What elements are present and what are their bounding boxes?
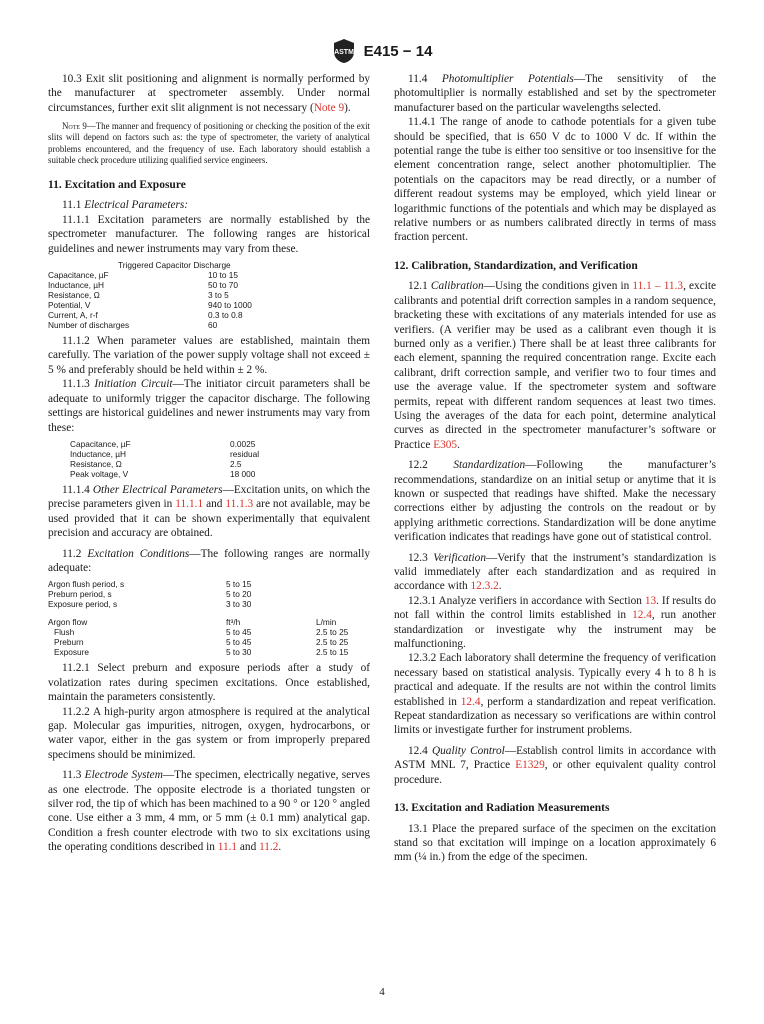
- paragraph-10-3: 10.3 Exit slit positioning and alignment is normally performed by the manufacturer at spectrometer assembly. Under normal circumstances, further exit slit alignment is not necessary (Note 9).: [48, 73, 370, 114]
- ref-12-4-link[interactable]: 12.4: [632, 609, 652, 622]
- left-column: [48, 72, 370, 855]
- ref-13-link[interactable]: 13: [644, 594, 657, 607]
- paragraph-12-4: 12.4 Quality Control—Establish control limits in accordance with ASTM MNL 7, Practice E1329, or other equivalent quality control procedure.: [394, 744, 716, 786]
- argon-flow-table: [48, 617, 370, 657]
- table-row: Flush 5 to 45 2.5 to 25: [54, 627, 349, 638]
- table-row: Inductance, µH residual: [70, 448, 260, 459]
- period-table: [48, 579, 370, 609]
- table-row: Preburn 5 to 45 2.5 to 25: [54, 637, 349, 648]
- ref-12-3-2-link[interactable]: 12.3.2: [470, 580, 499, 593]
- table-row: Resistance, Ω 3 to 5: [48, 290, 229, 301]
- table-row: Current, A, r-f 0.3 to 0.8: [48, 310, 243, 321]
- ref-11-1-3-link[interactable]: 11.1.3: [225, 498, 254, 511]
- paragraph-11-1: 11.1 Electrical Parameters:: [62, 199, 189, 212]
- section-11-heading: 11. Excitation and Exposure: [48, 179, 186, 192]
- note-9: Note 9—The manner and frequency of positioning or checking the position of the exit slits will depend on factors such as: the type of spectrometer, the variety of analytical problems encountered, and the frequency of use. Each laboratory should establish a suitable check procedure utilizing qualified service engineers.: [48, 121, 371, 165]
- ref-12-4-link[interactable]: 12.4: [460, 695, 481, 708]
- paragraph-11-3: 11.3 Electrode System—The specimen, electrically negative, serves as one electrode. The opposite electrode is a thoriated tungsten or silver rod, the tip of which has been machined to a 90 ° or 120 ° angled cone. Use either a 3 mm, 4 mm, or 5 mm (± 0.1 mm) analytical gap. Condition a fresh counter electrode with two to six excitations using the operating conditions described in 11.1 and 11.2.: [48, 769, 370, 854]
- ref-e1329-link[interactable]: E1329: [515, 759, 545, 772]
- paragraph-12-3-1: 12.3.1 Analyze verifiers in accordance with Section 13. If results do not fall within the control limits established in 12.4, run another standardization or investigate why the instrument may be malfunctioning.: [394, 594, 716, 651]
- paragraph-11-1-4: 11.1.4 Other Electrical Parameters—Excitation units, on which the precise parameters given in 11.1.1 and 11.1.3 are not available, may be used provided that it can be shown experimentally that equivalent precision and accuracy are obtained.: [48, 483, 370, 540]
- page-number: 4: [379, 986, 385, 998]
- paragraph-13-1: 13.1 Place the prepared surface of the specimen on the excitation stand so that excitation will impinge on a location approximately 6 mm (¼ in.) from the edge of the specimen.: [394, 822, 716, 864]
- table-row: Inductance, µH 50 to 70: [48, 280, 238, 291]
- paragraph-11-1-3: 11.1.3 Initiation Circuit—The initiator circuit parameters shall be adequate to uniformly trigger the capacitor discharge. The following settings are historical guidelines and newer instruments may vary from these:: [48, 378, 370, 434]
- page-header: [0, 38, 764, 64]
- capacitor-discharge-table: [48, 260, 370, 330]
- table-row: Capacitance, µF 0.0025: [70, 438, 256, 449]
- ref-11-1-1-link[interactable]: 11.1.1: [175, 498, 204, 511]
- paragraph-12-3-2: 12.3.2 Each laboratory shall determine the frequency of verification necessary based on statistical analysis. Typically every 4 h to 8 h is practical and adequate. If the results are not within the control limits established in 12.4, perform a standardization and repeat verification. Repeat standardization as necessary so verifications are within control limits or investigate further for instrument problems.: [394, 652, 716, 737]
- table-row: Potential, V 940 to 1000: [48, 300, 252, 311]
- table-row: Number of discharges 60: [48, 320, 218, 331]
- table-header-row: Argon flow ft³/h L/min: [48, 617, 337, 628]
- table-row: Resistance, Ω 2.5: [70, 458, 242, 469]
- paragraph-11-4-1: 11.4.1 The range of anode to cathode potentials for a given tube should be specified, that is 650 V dc to 1000 V dc. If within the potential range the tube is either too sensitive or too insensitive for the element concentration range, select another photomultiplier. The potentials on the capacitors may be read directly, or a number of different readout systems may be employed, which yield linear or logarithmic functions of the potentials and which may be displayed as relative numbers or as numbers calibrated directly in terms of mass fraction percent.: [394, 116, 716, 244]
- section-13-heading: 13. Excitation and Radiation Measurements: [394, 802, 610, 815]
- table-row: Capacitance, µF 10 to 15: [48, 270, 238, 281]
- standard-code: E415 − 14: [363, 42, 433, 60]
- table-row: Exposure period, s 3 to 30: [48, 599, 252, 610]
- paragraph-11-2-1: 11.2.1 Select preburn and exposure periods after a study of volatization rates during specimen excitations. Once established, maintain the parameters consistently.: [48, 662, 370, 704]
- paragraph-12-2: 12.2 Standardization—Following the manufacturer’s recommendations, standardize on an initial setup or anytime that it is known or suspected that readings have shifted. Make the necessary corrections either by adjusting the controls on the readout or by applying arithmetic corrections. Standardization will be done anytime verification indicates that readings have gone out of statistical control.: [394, 459, 716, 544]
- paragraph-11-2-2: 11.2.2 A high-purity argon atmosphere is required at the analytical gap. Molecular gas impurities, nitrogen, oxygen, hydrocarbons, or water vapor, either in the gas system or from improperly prepared specimens should be minimized.: [48, 705, 370, 761]
- table-row: Preburn period, s 5 to 20: [48, 589, 252, 600]
- paragraph-11-1-2: 11.1.2 When parameter values are established, maintain them carefully. The variation of the power supply voltage shall not exceed ± 5 % and preferably should be held within ± 2 %.: [48, 335, 370, 376]
- svg-text:ASTM: ASTM: [333, 49, 354, 56]
- astm-logo-icon: [332, 38, 356, 64]
- paragraph-11-2: 11.2 Excitation Conditions—The following ranges are normally adequate:: [48, 547, 370, 574]
- note-9-link[interactable]: Note 9: [313, 101, 345, 114]
- ref-e305-link[interactable]: E305: [433, 438, 458, 451]
- initiation-circuit-table: [70, 439, 259, 479]
- table-row: Peak voltage, V 18 000: [70, 468, 256, 479]
- right-column: [394, 72, 716, 865]
- paragraph-11-4: 11.4 Photomultiplier Potentials—The sensitivity of the photomultiplier is normally established and set by the spectrometer manufacturer based on the particular wavelengths selected.: [394, 73, 716, 114]
- paragraph-12-3: 12.3 Verification—Verify that the instrument’s standardization is valid immediately after each standardization and as required in accordance with 12.3.2.: [394, 551, 717, 593]
- section-12-heading: 12. Calibration, Standardization, and Verification: [394, 259, 638, 272]
- ref-11-1-11-3-link[interactable]: 11.1 – 11.3: [632, 280, 684, 293]
- paragraph-12-1: 12.1 Calibration—Using the conditions given in 11.1 – 11.3, excite calibrants and potential drift correction samples in a random sequence, bracketing these with excitations of any materials intended for use as verifiers. (A verifier may be used as a calibrant even though it is burned only as a verifier.) There shall be at least three calibrants for each element, spanning the required concentration range. Excite each calibrant, drift correction sample, and verifier two to four times and use the average value. If the spectrometer system and software permits, repeat with different random sequences at least two times. Using the averages of the data for each point, determine analytical curves as directed in the spectrometer manufacturer’s software or Practice E305.: [394, 280, 716, 451]
- table-row: Argon flush period, s 5 to 15: [48, 579, 252, 590]
- table-row: Exposure 5 to 30 2.5 to 15: [54, 647, 349, 658]
- ref-11-2-link[interactable]: 11.2: [259, 841, 279, 854]
- ref-11-1-link[interactable]: 11.1: [217, 841, 238, 854]
- table-title: Triggered Capacitor Discharge: [118, 260, 231, 271]
- paragraph-11-1-1: 11.1.1 Excitation parameters are normally established by the spectrometer manufacturer. The following ranges are historical guidelines and newer instruments may vary from these.: [48, 213, 370, 255]
